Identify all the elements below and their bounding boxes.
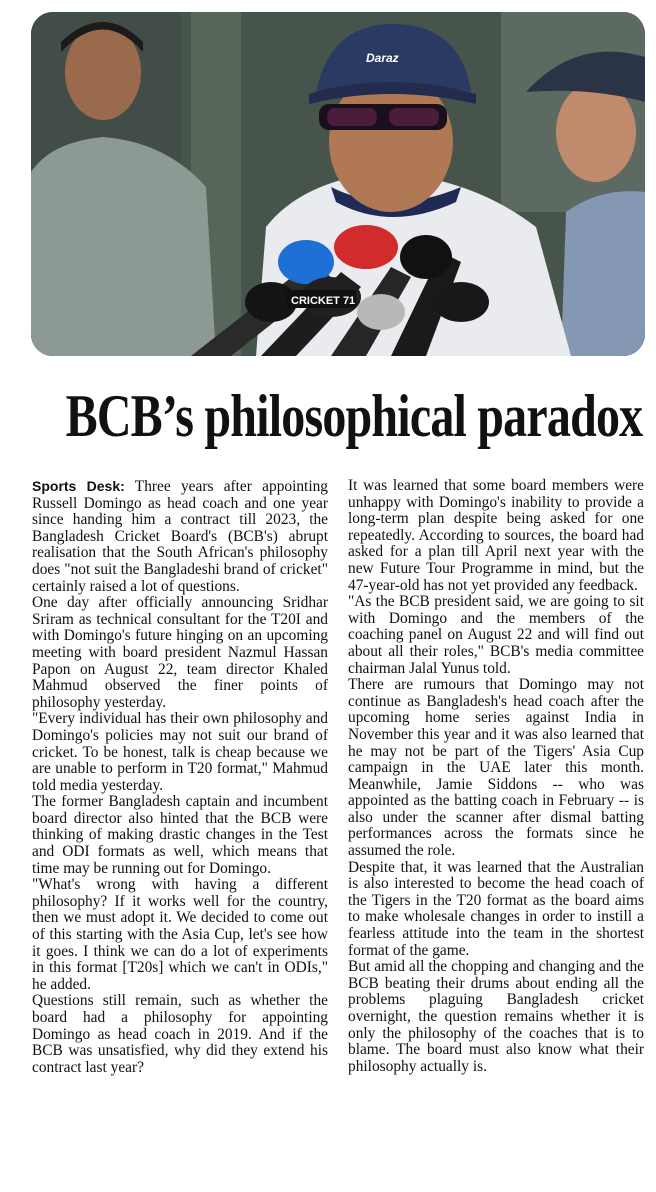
article-column-right (348, 478, 644, 1075)
article-paragraph: Questions still remain, such as whether the board had a philosophy for appointing Domingo as head coach in 2019. And if the BCB was unsatisfied, why did they extend his contract last year? (32, 992, 328, 1076)
article-paragraph (32, 478, 328, 595)
photo-illustration (31, 12, 645, 356)
article-paragraph: "As the BCB president said, we are going to sit with Domingo and the members of the coaching panel on August 22 and will find out about all their roles," BCB's media committee chairman Jalal Yunus told. (348, 593, 644, 677)
article-paragraph: It was learned that some board members were unhappy with Domingo's inability to provide a long-term plan despite being asked for one repeatedly. According to sources, the board had asked for a plan till April next year with the new Future Tour Programme in mind, but the 47-year-old has not yet provided any feedback. (348, 477, 644, 594)
article-paragraph: There are rumours that Domingo may not continue as Bangladesh's head coach after the upcoming home series against India in November this year and it was also learned that he may not be part of the Tigers' Asia Cup campaign in the UAE later this month. Meanwhile, Jamie Siddons -- who was appointed as the batting coach in February -- is also under the scanner after dismal batting performances across the formats since he assumed the role. (348, 676, 644, 860)
press-conference-photo (31, 12, 645, 356)
article-column-left (32, 478, 328, 1076)
article-paragraph: Despite that, it was learned that the Australian is also interested to become the head coach of the Tigers in the T20 format as the board aims to make wholesale changes in order to instill a fearless attitude into the team in the shortest format of the game. (348, 858, 644, 959)
article-paragraph: One day after officially announcing Sridhar Sriram as technical consultant for the T20I and with Domingo's future hinging on an upcoming meeting with board president Nazmul Hassan Papon on August 22, team director Khaled Mahmud observed the finer points of philosophy yesterday. (32, 594, 328, 711)
byline: Sports Desk: (32, 478, 125, 494)
article-paragraph: But amid all the chopping and changing and the BCB beating their drums about ending all the problems plaguing Bangladesh cricket overnight, the question remains whether it is only the philosophy of the coaches that is to blame. The board must also know what their philosophy actually is. (348, 958, 644, 1075)
article-headline: BCB’s philosophical paradox (65, 383, 643, 449)
paragraph-text: Three years after appointing Russell Domingo as head coach and one year since handing him a contract till 2023, the Bangladesh Cricket Board's (BCB's) abrupt realisation that the South African's philosophy does "not suit the Bangladeshi brand of cricket" certainly raised a lot of questions. (32, 478, 328, 595)
cap-logo: Daraz (366, 51, 399, 65)
article-paragraph: "What's wrong with having a different philosophy? If it works well for the country, then we must adopt it. We decided to come out of this starting with the Asia Cup, let's see how it goes. I think we can do a lot of experiments in this format [T20s] which we can't in ODIs," he added. (32, 876, 328, 993)
article-paragraph: "Every individual has their own philosophy and Domingo's policies may not suit our brand of cricket. To be honest, talk is cheap because we are unable to perform in T20 format," Mahmud told media yesterday. (32, 710, 328, 794)
article-paragraph: The former Bangladesh captain and incumbent board director also hinted that the BCB were thinking of making drastic changes in the Test and ODI formats as well, which means that time may be running out for Domingo. (32, 793, 328, 877)
mic-label: CRICKET 71 (291, 295, 356, 307)
